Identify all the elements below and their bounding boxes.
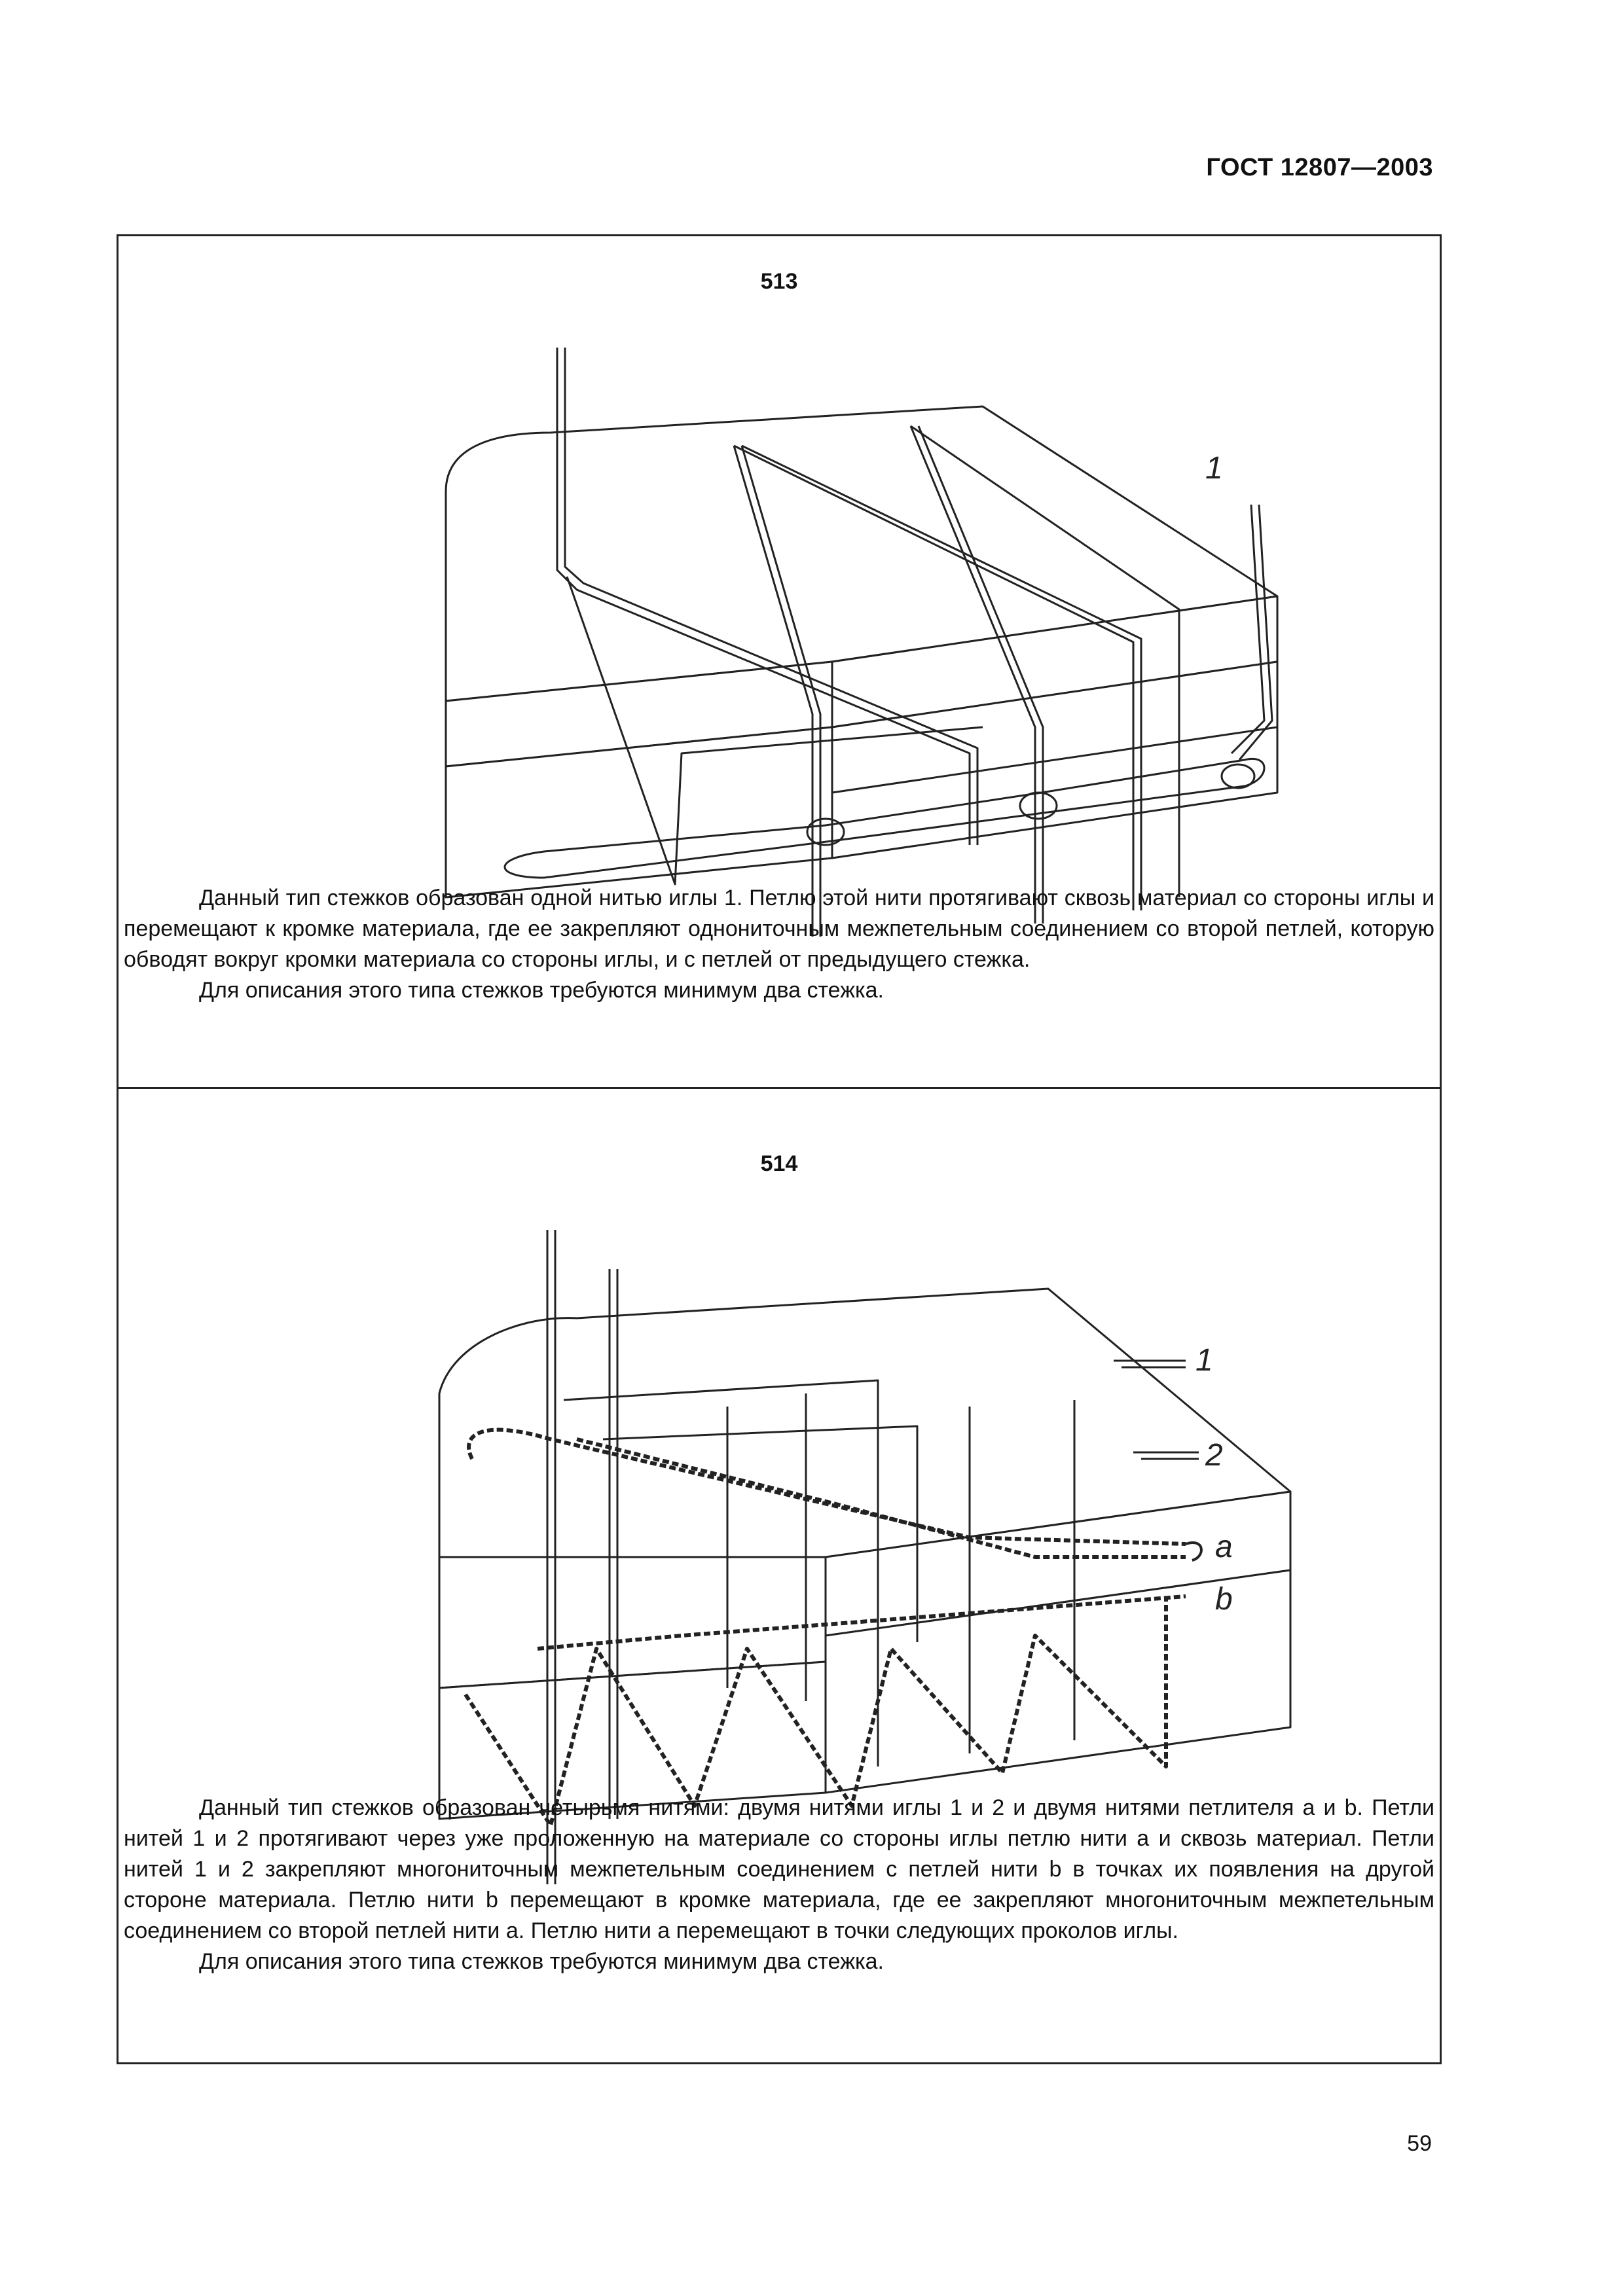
thread-label-1: 1	[1205, 451, 1223, 486]
thread-label-2: 2	[1205, 1438, 1223, 1473]
thread-label-b: b	[1215, 1582, 1233, 1617]
thread-label-a: a	[1215, 1530, 1233, 1564]
desc-paragraph: Для описания этого типа стежков требуются минимум два стежка.	[199, 1949, 884, 1974]
desc-paragraph: Данный тип стежков образован четырьмя нитями: двумя нитями иглы 1 и 2 и двумя нитями петлителя a и b. Петли нитей 1 и 2 протягивают через уже проложенную на материале со стороны иглы петлю нити a и сквозь материал. Петли нитей 1 и 2 закрепляют многониточным межпетельным соединением с петлей нити b в точках их появления на другой стороне материала. Петлю нити b перемещают в кромке материала, где ее закрепляют многониточным межпетельным соединением со второй петлей нити a. Петлю нити a перемещают в точки следующих проколов иглы.	[124, 1795, 1434, 1943]
page-number: 59	[1407, 2131, 1432, 2156]
stitch-514-section	[119, 1089, 1440, 2064]
desc-paragraph: Данный тип стежков образован одной нитью иглы 1. Петлю этой нити протягивают сквозь материал со стороны иглы и перемещают к кромке материала, где ее закрепляют однониточным межпетельным соединением со второй петлей, которую обводят вокруг кромки материала со стороны иглы, и с петлей от предыдущего стежка.	[124, 886, 1434, 972]
stitch-514-description	[124, 1793, 1434, 1977]
figure-frame	[117, 234, 1442, 2064]
stitch-513-description	[124, 883, 1434, 1006]
thread-label-1: 1	[1195, 1343, 1213, 1378]
standard-header: ГОСТ 12807—2003	[1206, 154, 1433, 181]
desc-paragraph: Для описания этого типа стежков требуются минимум два стежка.	[199, 978, 884, 1003]
stitch-code-513: 513	[760, 269, 798, 294]
stitch-513-section	[119, 236, 1440, 1089]
stitch-code-514: 514	[760, 1151, 798, 1176]
stitch-514-diagram	[380, 1230, 1330, 1884]
